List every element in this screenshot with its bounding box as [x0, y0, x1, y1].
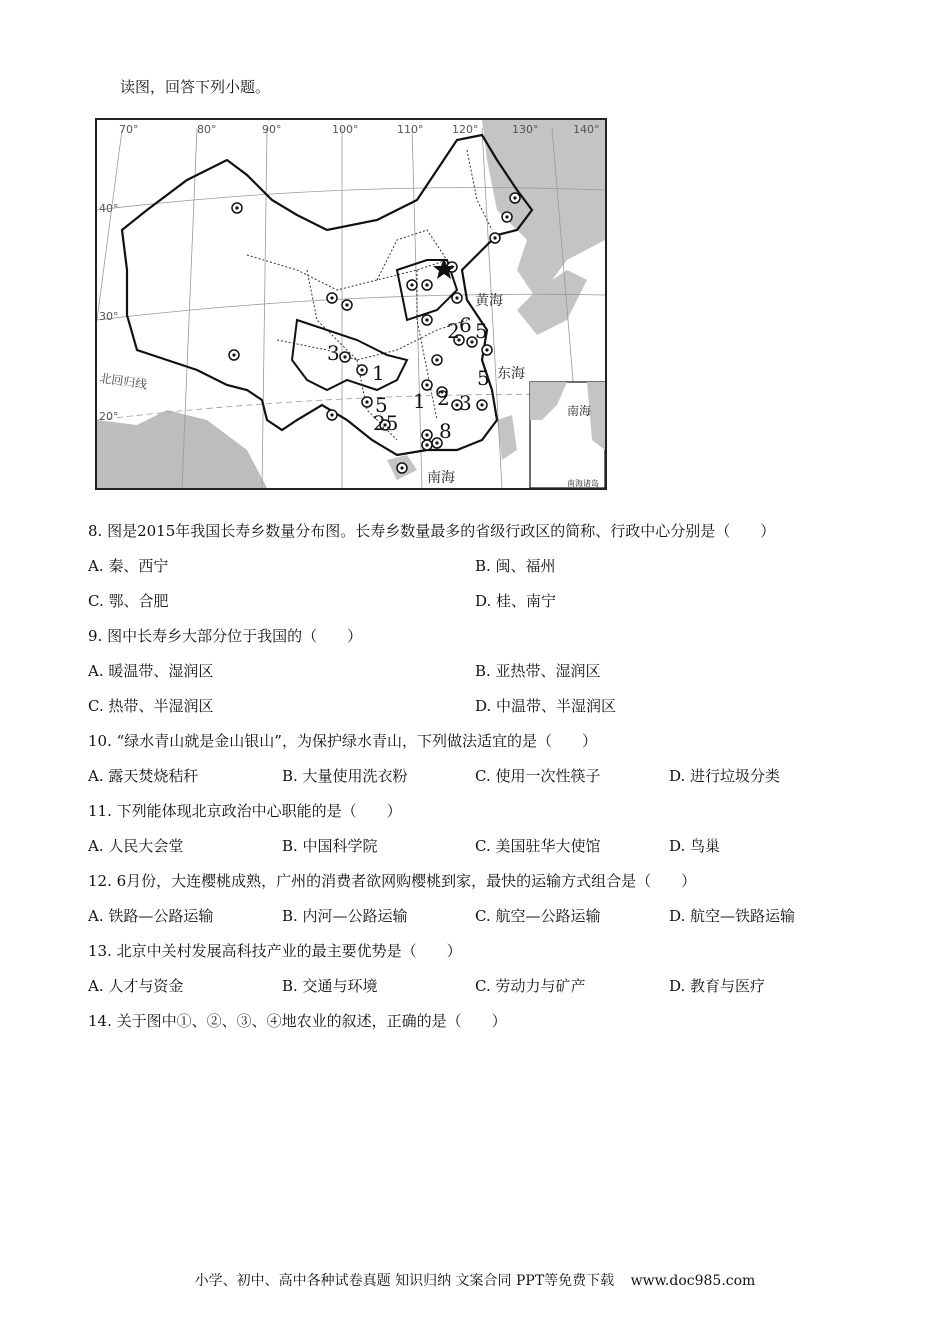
lat-label: 20°: [99, 410, 119, 423]
longitude-labels: [119, 123, 600, 136]
lon-label: 120°: [452, 123, 479, 136]
question-11: 11. 下列能体现北京政治中心职能的是（ ）: [88, 802, 402, 820]
q11-option-d[interactable]: D. 鸟巢: [669, 837, 721, 855]
q13-option-a[interactable]: A. 人才与资金: [88, 977, 184, 995]
q10-option-a[interactable]: A. 露天焚烧秸秆: [88, 767, 199, 785]
q11-option-c[interactable]: C. 美国驻华大使馆: [475, 837, 601, 855]
lon-label: 110°: [397, 123, 424, 136]
lon-label: 70°: [119, 123, 139, 136]
q13-option-b[interactable]: B. 交通与环境: [282, 977, 378, 995]
q12-option-d[interactable]: D. 航空—铁路运输: [669, 907, 796, 925]
q12-option-b[interactable]: B. 内河—公路运输: [282, 907, 408, 925]
question-9: 9. 图中长寿乡大部分位于我国的（ ）: [88, 627, 363, 645]
footer-text: 小学、初中、高中各种试卷真题 知识归纳 文案合同 PPT等免费下载: [194, 1273, 615, 1289]
q8-option-d[interactable]: D. 桂、南宁: [475, 592, 557, 610]
count-label: 2: [447, 319, 460, 343]
q8-option-b[interactable]: B. 闽、福州: [475, 557, 556, 575]
lon-label: 130°: [512, 123, 539, 136]
intro-text: 读图，回答下列小题。: [120, 78, 271, 96]
tropic-label: 北回归线: [98, 371, 149, 392]
count-label: 8: [439, 419, 452, 443]
q13-option-d[interactable]: D. 教育与医疗: [669, 977, 766, 995]
count-label: 3: [327, 341, 340, 365]
q9-option-b[interactable]: B. 亚热带、湿润区: [475, 662, 601, 680]
q12-option-c[interactable]: C. 航空—公路运输: [475, 907, 601, 925]
q8-option-a[interactable]: A. 秦、西宁: [88, 557, 169, 575]
question-8: 8. 图是2015年我国长寿乡数量分布图。长寿乡数量最多的省级行政区的简称、行政中心分别是（ ）: [88, 522, 776, 540]
question-10: 10. “绿水青山就是金山银山”，为保护绿水青山，下列做法适宜的是（ ）: [88, 732, 597, 750]
page-footer: [0, 1270, 950, 1290]
q10-option-b[interactable]: B. 大量使用洗衣粉: [282, 767, 408, 785]
question-12: 12. 6月份，大连樱桃成熟，广州的消费者欲网购樱桃到家，最快的运输方式组合是（ ）: [88, 872, 697, 890]
question-14: 14. 关于图中①、②、③、④地农业的叙述，正确的是（ ）: [88, 1012, 507, 1030]
count-label: 1: [372, 361, 385, 385]
northeast-neighbor-land: [482, 120, 605, 300]
longevity-town-map: [95, 118, 607, 490]
question-13: 13. 北京中关村发展高科技产业的最主要优势是（ ）: [88, 942, 462, 960]
q13-option-c[interactable]: C. 劳动力与矿产: [475, 977, 586, 995]
q12-option-a[interactable]: A. 铁路—公路运输: [88, 907, 214, 925]
sea-label: 黄海: [475, 293, 503, 309]
lat-label: 40°: [99, 202, 119, 215]
sea-label: 东海: [497, 366, 525, 382]
count-label: 25: [373, 411, 399, 435]
count-label: 5: [475, 319, 488, 343]
count-label: 2: [437, 386, 450, 410]
lon-label: 140°: [573, 123, 600, 136]
q10-option-d[interactable]: D. 进行垃圾分类: [669, 767, 781, 785]
count-label: 1: [413, 389, 426, 413]
q10-option-c[interactable]: C. 使用一次性筷子: [475, 767, 601, 785]
q11-option-b[interactable]: B. 中国科学院: [282, 837, 378, 855]
count-label: 3: [459, 391, 472, 415]
count-label: 5: [477, 366, 490, 390]
southwest-neighbor-land: [97, 410, 267, 488]
sea-label: 南海诸岛: [567, 479, 599, 488]
footer-url[interactable]: www.doc985.com: [630, 1273, 756, 1289]
sea-label: 南海: [427, 470, 455, 486]
lon-label: 80°: [197, 123, 217, 136]
q9-option-d[interactable]: D. 中温带、半湿润区: [475, 697, 617, 715]
lon-label: 100°: [332, 123, 359, 136]
latitude-labels: [99, 202, 119, 423]
china-map-figure: [97, 120, 605, 488]
count-label: 6: [459, 313, 472, 337]
lat-label: 30°: [99, 310, 119, 323]
q9-option-a[interactable]: A. 暖温带、湿润区: [88, 662, 214, 680]
q8-option-c[interactable]: C. 鄂、合肥: [88, 592, 169, 610]
q9-option-c[interactable]: C. 热带、半湿润区: [88, 697, 214, 715]
lon-label: 90°: [262, 123, 282, 136]
sea-label: 南海: [567, 404, 592, 418]
count-label: 5: [375, 393, 388, 417]
q11-option-a[interactable]: A. 人民大会堂: [88, 837, 184, 855]
